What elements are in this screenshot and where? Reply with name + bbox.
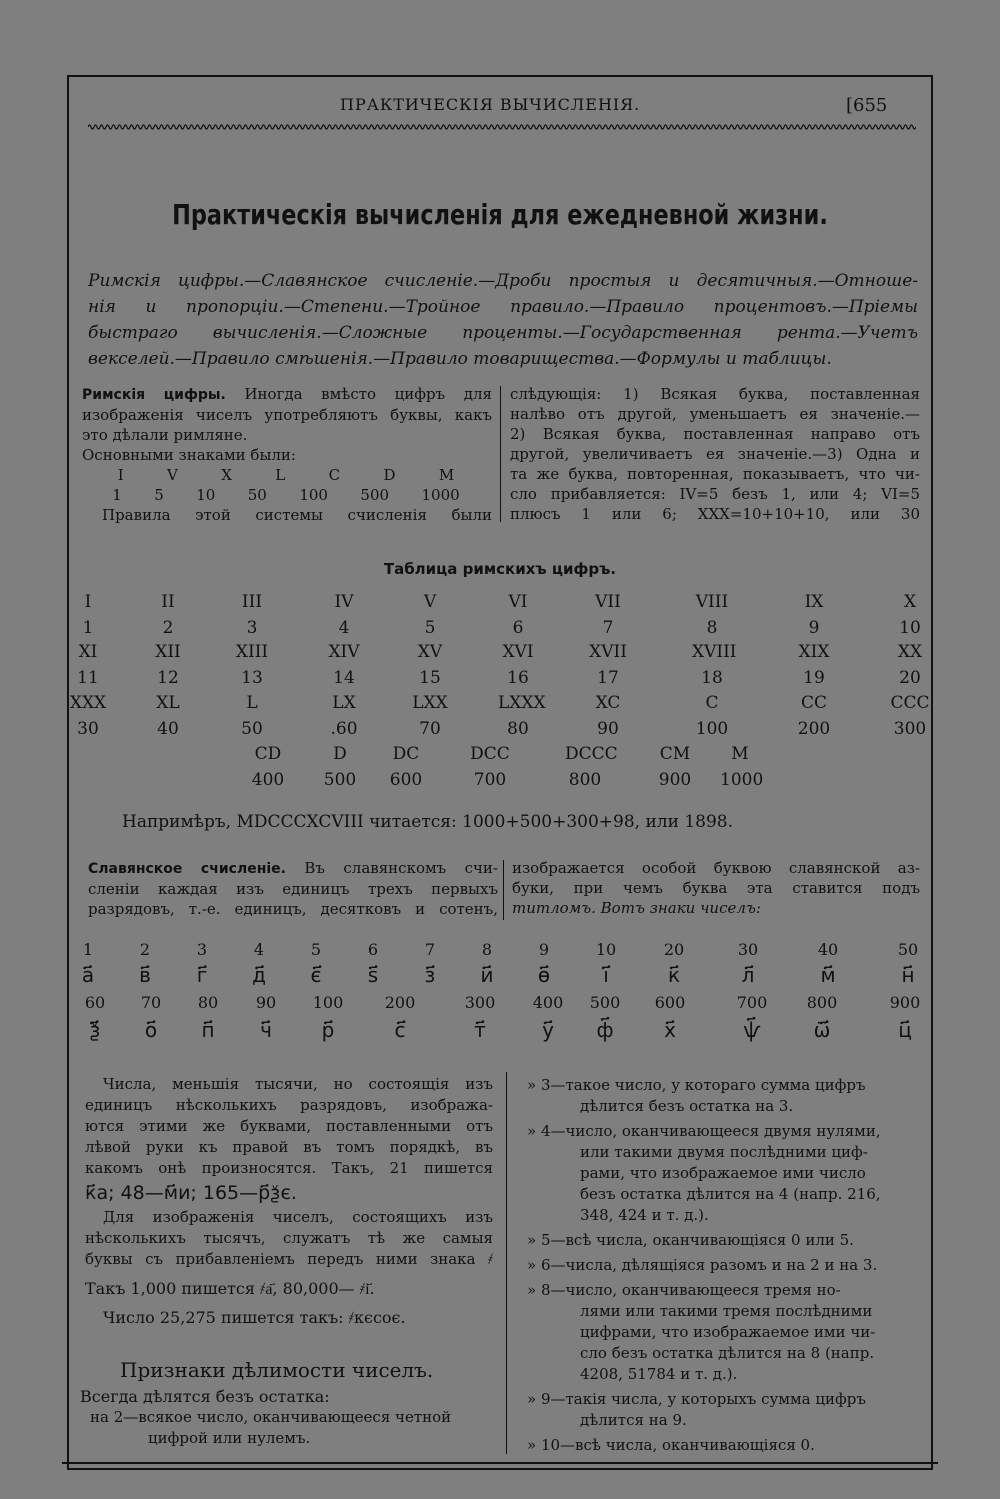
slavonic-glyph: ѳ҃	[537, 963, 551, 987]
text-line: Въ славянскомъ счи-	[304, 859, 498, 877]
divisibility-rule-line: 4208, 51784 и т. д.).	[580, 1365, 738, 1383]
roman-values	[96, 485, 476, 505]
wavy-rule	[88, 122, 916, 132]
roman-symbol: D	[383, 466, 396, 484]
text-line: 2) Всякая буква, поставленная направо отъ	[510, 425, 920, 443]
slavonic-glyph: т҃	[474, 1018, 486, 1042]
roman-table-symbol: CCC	[890, 693, 930, 713]
contents-line: нія и пропорціи.—Степени.—Тройное правило.—Правило процентовъ.—Пріемы	[88, 297, 918, 317]
roman-value: 1	[112, 486, 122, 504]
roman-table-value: 17	[597, 668, 619, 688]
roman-table-value: 16	[507, 668, 529, 688]
roman-table-symbol: V	[423, 592, 437, 612]
roman-table-value: 70	[419, 719, 441, 739]
roman-table-value: 80	[507, 719, 529, 739]
roman-table-value: .60	[330, 719, 358, 739]
text-line: единицъ нѣсколькихъ разрядовъ, изобража-	[85, 1096, 493, 1114]
roman-table-value: 9	[808, 618, 820, 638]
slavonic-number: 200	[384, 993, 416, 1012]
roman-table-value: 12	[157, 668, 179, 688]
column-divider	[503, 860, 504, 920]
roman-value: 10	[196, 486, 216, 504]
roman-table-symbol: IV	[334, 592, 354, 612]
roman-table-symbol: XVI	[502, 642, 534, 662]
roman-table-value: 40	[157, 719, 179, 739]
column-divider	[506, 1072, 507, 1454]
divisibility-rule-line: » 9—такія числа, у которыхъ сумма цифръ	[527, 1390, 866, 1408]
roman-table-symbol: DCCC	[565, 744, 618, 764]
roman-table-value: 18	[701, 668, 723, 688]
roman-symbol: L	[275, 466, 286, 484]
text-line: буки, при чемъ буква эта ставится подъ	[512, 879, 920, 897]
text-line: Основными знаками были:	[82, 446, 296, 464]
roman-table-symbol: XC	[595, 693, 621, 713]
roman-table-symbol: XXX	[69, 693, 107, 713]
roman-table-symbol: CM	[659, 744, 691, 764]
roman-table-symbol: XX	[897, 642, 923, 662]
divisibility-rule-line: лями или такими тремя послѣдними	[580, 1302, 873, 1320]
divisibility-rule-line: » 3—такое число, у котораго сумма цифръ	[527, 1076, 866, 1094]
divisibility-rule-line: сло безъ остатка дѣлится на 8 (напр.	[580, 1344, 875, 1362]
slavonic-glyph: о҃	[144, 1018, 158, 1042]
slavonic-glyph: ч҃	[260, 1018, 272, 1042]
slavonic-number: 3	[196, 940, 208, 959]
roman-table-symbol: D	[333, 744, 347, 764]
bottom-rule	[62, 1462, 938, 1464]
roman-table-value: 300	[893, 719, 927, 739]
slavonic-number: 800	[806, 993, 838, 1012]
roman-table-symbol: LX	[332, 693, 356, 713]
divisibility-rule-line: » 8—число, оканчивающееся тремя но-	[527, 1281, 841, 1299]
slavonic-example: к҃а; 48—м҃и; 165—р҃ѯє.	[85, 1182, 297, 1204]
slavonic-number: 400	[532, 993, 564, 1012]
text-line: Число 25,275 пишется такъ: ҂кєсоє.	[103, 1308, 406, 1327]
roman-table-value: 700	[473, 770, 507, 790]
divisibility-rule-line: » 5—всѣ числа, оканчивающіяся 0 или 5.	[527, 1231, 854, 1249]
slavonic-glyph: у҃	[542, 1018, 554, 1042]
roman-table-value: 20	[899, 668, 921, 688]
slavonic-glyph: і҃	[603, 963, 609, 987]
slavonic-number: 80	[197, 993, 219, 1012]
roman-symbol: I	[117, 466, 124, 484]
roman-table-value: 4	[338, 618, 350, 638]
slavonic-number: 300	[464, 993, 496, 1012]
roman-table-symbol: CC	[800, 693, 827, 713]
text-line: другой, увеличиваетъ ея значеніе.—3) Одна и	[510, 445, 920, 463]
slavonic-number: 6	[367, 940, 379, 959]
slavonic-number: 30	[737, 940, 759, 959]
text-line: ются этими же буквами, поставленными отъ	[85, 1117, 493, 1135]
divisibility-rule-line: рами, что изображаемое ими число	[580, 1164, 866, 1182]
slavonic-number: 50	[897, 940, 919, 959]
divisibility-rule-line: » 6—числа, дѣлящіяся разомъ и на 2 и на 3.	[527, 1256, 878, 1274]
slavonic-number: 90	[255, 993, 277, 1012]
slavonic-number: 5	[310, 940, 322, 959]
slavonic-intro-left	[88, 858, 498, 919]
text-line: нѣсколькихъ тысячъ, служатъ тѣ же самыя	[85, 1229, 493, 1247]
text-line: плюсъ 1 или 6; XXX=10+10+10, или 30	[510, 505, 920, 523]
text-line: Всегда дѣлятся безъ остатка:	[80, 1387, 330, 1406]
text-line: та же буква, повторенная, показываетъ, что чи-	[510, 465, 920, 483]
slavonic-number: 70	[140, 993, 162, 1012]
text-line: изображенія чиселъ употребляютъ буквы, какъ	[82, 406, 492, 424]
slavonic-number: 600	[654, 993, 686, 1012]
page-number: [655	[846, 95, 888, 116]
text-line: разрядовъ, т.-е. единицъ, десятковъ и сотенъ,	[88, 900, 498, 918]
divisibility-rule-line: цифрами, что изображаемое ими чи-	[580, 1323, 876, 1341]
roman-table-symbol: XL	[156, 693, 180, 713]
roman-table-symbol: DCC	[470, 744, 510, 764]
roman-table-value: 30	[77, 719, 99, 739]
slavonic-glyph: а҃	[81, 963, 95, 987]
text-line: сленіи каждая изъ единицъ трехъ первыхъ	[88, 880, 498, 898]
roman-table-value: 1000	[720, 770, 764, 790]
roman-table-symbol: VI	[508, 592, 528, 612]
section-lead: Римскія цифры.	[82, 387, 226, 403]
slavonic-glyph: н҃	[901, 963, 915, 987]
slavonic-number: 60	[84, 993, 106, 1012]
divisibility-rule-line: безъ остатка дѣлится на 4 (напр. 216,	[580, 1185, 881, 1203]
divisibility-rule-line: » 4—число, оканчивающееся двумя нулями,	[527, 1122, 881, 1140]
roman-table-value: 10	[899, 618, 921, 638]
roman-table-symbol: XV	[417, 642, 443, 662]
roman-table-value: 800	[568, 770, 602, 790]
roman-symbol: C	[328, 466, 341, 484]
roman-table-symbol: DC	[392, 744, 420, 764]
contents-summary	[88, 268, 918, 372]
roman-table-symbol: VII	[595, 592, 621, 612]
roman-example: Напримѣръ, MDCCCXCVIII читается: 1000+500+300+98, или 1898.	[122, 812, 733, 832]
contents-line: быстраго вычисленія.—Сложные проценты.—Государственная рента.—Учетъ	[88, 323, 918, 343]
slavonic-number: 1	[82, 940, 94, 959]
roman-table-symbol: C	[705, 693, 719, 713]
roman-table-symbol: XIX	[798, 642, 830, 662]
text-line: изображается особой буквою славянской аз-	[512, 859, 920, 877]
text-line: буквы съ прибавленіемъ передъ ними знака ҂	[85, 1250, 493, 1268]
slavonic-glyph: з҃	[424, 963, 436, 987]
running-header: ПРАКТИЧЕСКІЯ ВЫЧИСЛЕНІЯ.	[340, 95, 641, 114]
contents-line: векселей.—Правило смѣшенія.—Правило товарищества.—Формулы и таблицы.	[88, 349, 832, 369]
roman-table-value: 14	[333, 668, 355, 688]
roman-table-value: 2	[162, 618, 174, 638]
text-line: это дѣлали римляне.	[82, 426, 248, 444]
roman-table-value: 900	[658, 770, 692, 790]
slavonic-glyph: м҃	[820, 963, 836, 987]
slavonic-glyph: л҃	[741, 963, 755, 987]
roman-value: 500	[360, 486, 390, 504]
roman-table-symbol: XVII	[589, 642, 627, 662]
text-line: налѣво отъ другой, уменьшаетъ ея значеніе.—	[510, 405, 920, 423]
text-line: титломъ. Вотъ знаки чиселъ:	[512, 899, 761, 917]
slavonic-glyph: и҃	[480, 963, 494, 987]
roman-table-symbol: XII	[155, 642, 181, 662]
roman-table-value: 50	[241, 719, 263, 739]
text-line: какомъ онѣ произносятся. Такъ, 21 пишется	[85, 1159, 493, 1177]
divisibility-intro	[80, 1386, 330, 1407]
roman-symbol: M	[438, 466, 455, 484]
roman-table-value: 15	[419, 668, 441, 688]
roman-table-value: 90	[597, 719, 619, 739]
slavonic-number: 7	[424, 940, 436, 959]
roman-table-symbol: IX	[804, 592, 824, 612]
slavonic-glyph: п҃	[201, 1018, 215, 1042]
slavonic-number: 40	[817, 940, 839, 959]
slavonic-glyph: р҃	[321, 1018, 335, 1042]
slavonic-glyph: д҃	[252, 963, 266, 987]
roman-table-symbol: I	[84, 592, 92, 612]
roman-table-value: 7	[602, 618, 614, 638]
text-line: слѣдующія: 1) Всякая буква, поставленная	[510, 385, 920, 403]
slavonic-number: 20	[663, 940, 685, 959]
text-line: Для изображенія чиселъ, состоящихъ изъ	[103, 1208, 493, 1226]
roman-table-symbol: CD	[254, 744, 282, 764]
roman-table-value: 8	[706, 618, 718, 638]
roman-table-symbol: XVIII	[692, 642, 737, 662]
slavonic-glyph: ф҃	[596, 1018, 614, 1042]
roman-table-value: 500	[323, 770, 357, 790]
roman-table-value: 5	[424, 618, 436, 638]
roman-table-title: Таблица римскихъ цифръ.	[383, 560, 617, 578]
column-divider	[500, 386, 501, 522]
divisibility-rule-line: дѣлится на 9.	[580, 1411, 687, 1429]
slavonic-number: 9	[538, 940, 550, 959]
slavonic-number: 700	[736, 993, 768, 1012]
roman-table-symbol: XIII	[235, 642, 269, 662]
slavonic-number: 10	[595, 940, 617, 959]
text-line: Правила этой системы счисленія были	[102, 506, 492, 524]
slavonic-number: 2	[139, 940, 151, 959]
divisibility-rule-line: или такими двумя послѣдними циф-	[580, 1143, 868, 1161]
slavonic-intro-right	[512, 858, 920, 918]
roman-value: 1000	[421, 486, 460, 504]
roman-symbols	[96, 465, 476, 485]
roman-table-symbol: VIII	[695, 592, 729, 612]
divisibility-rule-line: дѣлится безъ остатка на 3.	[580, 1097, 794, 1115]
roman-table-value: 100	[695, 719, 729, 739]
main-title: Практическія вычисленія для ежедневной жизни.	[172, 198, 828, 231]
text-line: сло прибавляется: IV=5 безъ 1, или 4; VI=5	[510, 485, 920, 503]
text-line: Иногда вмѣсто цифръ для	[244, 385, 492, 403]
slavonic-number: 4	[253, 940, 265, 959]
roman-table-symbol: III	[241, 592, 263, 612]
roman-table-value: 11	[77, 668, 99, 688]
slavonic-glyph: ѯ҃	[89, 1018, 101, 1042]
roman-symbol: X	[221, 466, 232, 484]
roman-table-symbol: L	[246, 693, 258, 713]
roman-intro-left	[82, 384, 492, 525]
slavonic-number: 500	[589, 993, 621, 1012]
roman-value: 100	[299, 486, 328, 504]
roman-table-value: 3	[246, 618, 258, 638]
roman-value: 5	[154, 486, 164, 504]
roman-table-value: 6	[512, 618, 524, 638]
section-lead: Славянское счисленіе.	[88, 861, 286, 877]
slavonic-glyph: к҃	[667, 963, 681, 987]
text-line: лѣвой руки къ правой въ томъ порядкѣ, въ	[85, 1138, 493, 1156]
rule-2-line-1: на 2—всякое число, оканчивающееся четной	[90, 1408, 452, 1426]
slavonic-number: 8	[481, 940, 493, 959]
slavonic-glyph: с҃	[394, 1018, 406, 1042]
roman-table-symbol: XI	[78, 642, 98, 662]
slavonic-glyph: ѱ҃	[743, 1018, 761, 1042]
roman-table-value: 200	[797, 719, 831, 739]
slavonic-glyph: є҃	[310, 963, 322, 987]
rule-2-line-2: цифрой или нулемъ.	[148, 1429, 311, 1447]
slavonic-number: 100	[312, 993, 344, 1012]
roman-table-symbol: LXXX	[498, 693, 546, 713]
roman-symbol: V	[167, 466, 178, 484]
roman-table-symbol: XIV	[328, 642, 360, 662]
slavonic-glyph: в҃	[139, 963, 151, 987]
roman-table-value: 600	[389, 770, 423, 790]
roman-table-symbol: X	[903, 592, 917, 612]
bottom-left-column	[85, 1074, 493, 1330]
divisibility-heading: Признаки дѣлимости чиселъ.	[120, 1358, 434, 1382]
contents-line: Римскія цифры.—Славянское счисленіе.—Дроби простыя и десятичныя.—Отноше-	[88, 271, 918, 291]
roman-rules-right	[510, 384, 920, 524]
roman-table-symbol: M	[731, 744, 749, 764]
text-line: Такъ 1,000 пишется ҂а҃, 80,000— ҂і҃.	[85, 1279, 375, 1298]
slavonic-glyph: х҃	[664, 1018, 676, 1042]
slavonic-glyph: ц҃	[898, 1018, 912, 1042]
roman-table-value: 400	[251, 770, 285, 790]
divisibility-rule-line: 348, 424 и т. д.).	[580, 1206, 709, 1224]
roman-value: 50	[247, 486, 267, 504]
text-line: Числа, меньшія тысячи, но состоящія изъ	[103, 1075, 493, 1093]
slavonic-glyph: ѿ҃	[813, 1018, 831, 1042]
roman-table-value: 19	[803, 668, 825, 688]
roman-table-value: 1	[82, 618, 94, 638]
roman-table-value: 13	[241, 668, 263, 688]
slavonic-number: 900	[889, 993, 921, 1012]
slavonic-glyph: ѕ҃	[367, 963, 379, 987]
roman-table-symbol: LXX	[412, 693, 448, 713]
slavonic-glyph: г҃	[196, 963, 208, 987]
divisibility-rule-line: » 10—всѣ числа, оканчивающіяся 0.	[527, 1436, 815, 1454]
roman-table-symbol: II	[161, 592, 175, 612]
